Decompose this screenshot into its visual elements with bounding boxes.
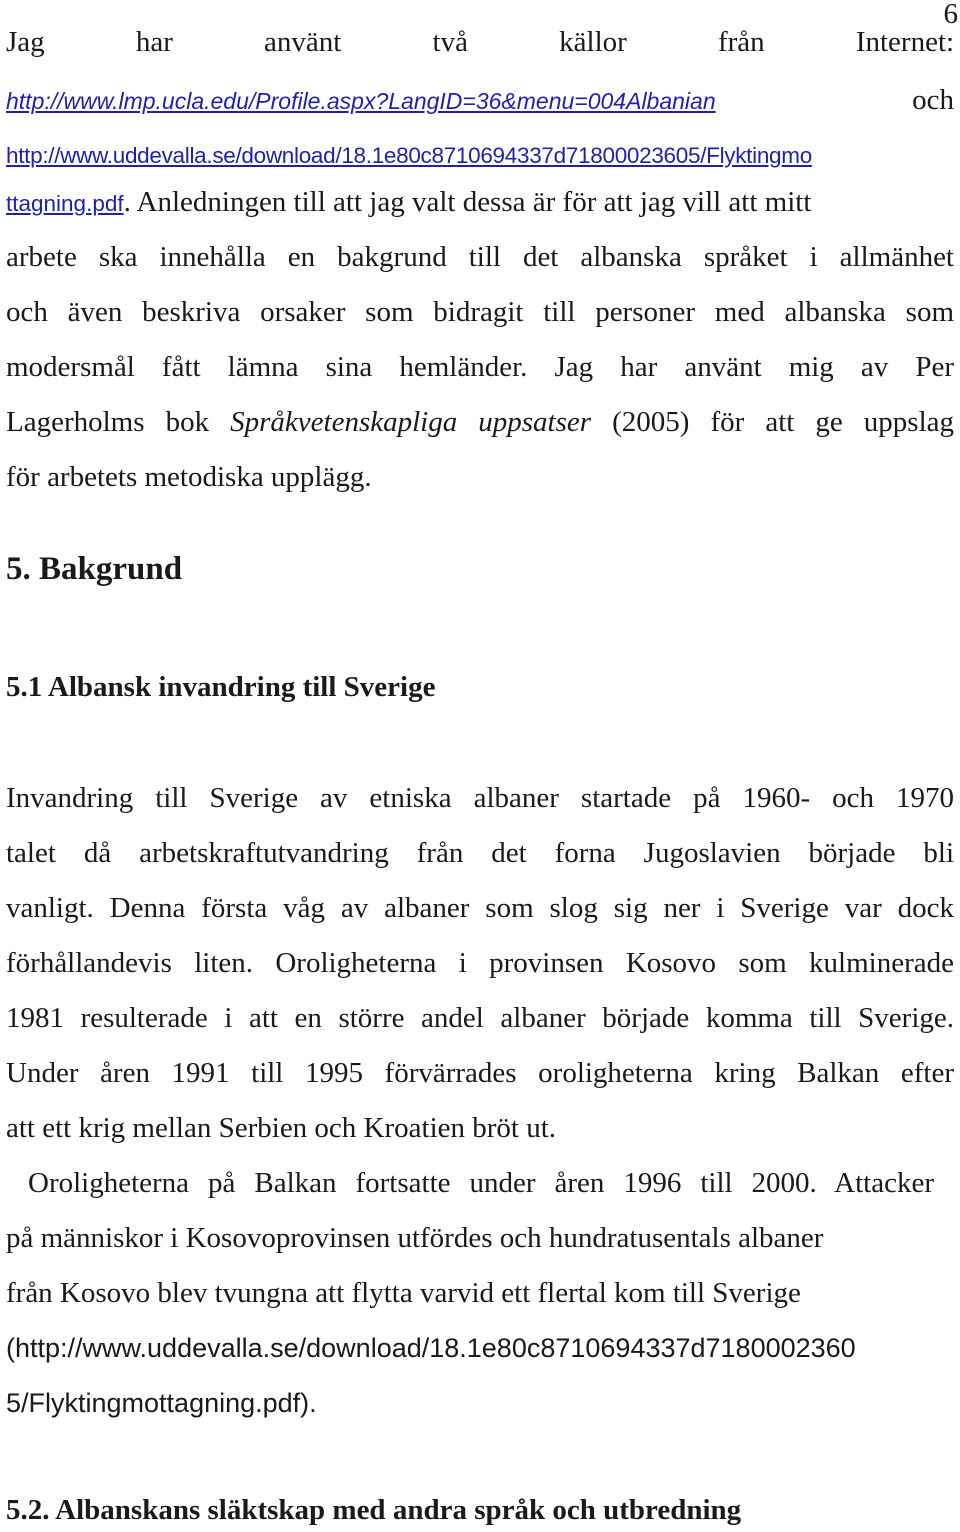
word: har <box>135 26 173 58</box>
heading-5: 5. Bakgrund <box>6 551 183 587</box>
page-number: 6 <box>943 0 958 30</box>
intro-line-8 <box>6 406 954 439</box>
intro-line-2 <box>6 84 954 117</box>
intro-line-9: för arbetets metodiska upplägg. <box>6 461 372 493</box>
text: Lagerholms bok <box>6 406 231 438</box>
intro-line-7: modersmål fått lämna sina hemländer. Jag har använt mig av Per <box>6 351 954 383</box>
paragraph-line: från Kosovo blev tvungna att flytta varvid ett flertal kom till Sverige <box>6 1277 801 1309</box>
intro-line-3 <box>6 138 954 171</box>
word: Jag <box>6 26 45 58</box>
paragraph-line: på människor i Kosovoprovinsen utfördes och hundratusentals albaner <box>6 1222 824 1254</box>
paragraph-line: att ett krig mellan Serbien och Kroatien bröt ut. <box>6 1112 557 1144</box>
word: två <box>432 26 468 58</box>
word: från <box>717 26 765 58</box>
link-ucla[interactable]: http://www.lmp.ucla.edu/Profile.aspx?LangID=36&menu=004Albanian <box>6 88 716 114</box>
word-och: och <box>912 84 954 116</box>
word: källor <box>559 26 627 58</box>
word: använt <box>264 26 342 58</box>
paragraph-line: Under åren 1991 till 1995 förvärrades oroligheterna kring Balkan efter <box>6 1057 954 1089</box>
paragraph-line: talet då arbetskraftutvandring från det forna Jugoslavien började bli <box>6 837 954 869</box>
intro-line-6: och även beskriva orsaker som bidragit till personer med albanska som <box>6 296 954 328</box>
text: (2005) för att ge uppslag <box>591 406 955 438</box>
intro-line-5: arbete ska innehålla en bakgrund till det albanska språket i allmänhet <box>6 241 954 273</box>
paragraph-line: vanligt. Denna första våg av albaner som slog sig ner i Sverige var dock <box>6 892 954 924</box>
paragraph-line: förhållandevis liten. Oroligheterna i provinsen Kosovo som kulminerade <box>6 947 954 979</box>
paragraph-line: 1981 resulterade i att en större andel albaner började komma till Sverige. <box>6 1002 954 1034</box>
link-uddevalla[interactable]: http://www.uddevalla.se/download/18.1e80c8710694337d71800023605/Flyktingmo <box>6 143 812 168</box>
intro-text: . Anledningen till att jag valt dessa är för att jag vill att mitt <box>123 186 812 218</box>
link-uddevalla-cont[interactable]: ttagning.pdf <box>6 191 124 216</box>
paragraph-line-url: 5/Flyktingmottagning.pdf). <box>6 1388 317 1418</box>
paragraph-line: Invandring till Sverige av etniska albaner startade på 1960- och 1970 <box>6 782 954 814</box>
heading-5-1: 5.1 Albansk invandring till Sverige <box>6 671 436 703</box>
word: Internet: <box>855 26 955 58</box>
intro-line-1 <box>6 26 954 59</box>
paragraph-line-url: (http://www.uddevalla.se/download/18.1e80c8710694337d7180002360 <box>6 1333 856 1363</box>
heading-5-2: 5.2. Albanskans släktskap med andra språk och utbredning <box>6 1494 742 1526</box>
intro-line-4 <box>6 186 954 219</box>
book-title: Språkvetenskapliga uppsatser <box>230 406 592 438</box>
paragraph-line: Oroligheterna på Balkan fortsatte under åren 1996 till 2000. Attacker <box>28 1167 934 1199</box>
